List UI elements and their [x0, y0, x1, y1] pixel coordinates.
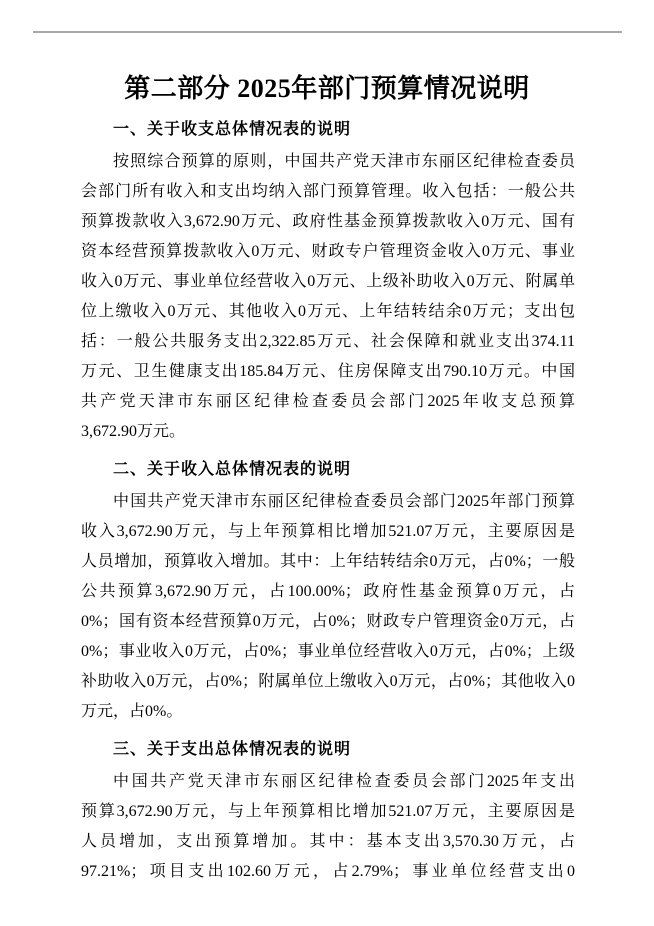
text-line: 资本经营预算拨款收入0万元、财政专户管理资金收入0万元、事业: [81, 243, 575, 260]
text-line: 收入3,672.90万元，与上年预算相比增加521.07万元，主要原因是: [81, 523, 575, 540]
text-line: 中国共产党天津市东丽区纪律检查委员会部门2025年部门预算: [113, 493, 575, 510]
text-line: 公共预算3,672.90万元，占100.00%；政府性基金预算0万元，占: [81, 583, 575, 600]
document-body: [81, 116, 575, 887]
text-line: 人员增加，支出预算增加。其中：基本支出3,570.30万元，占: [81, 833, 575, 850]
text-line: 0%；国有资本经营预算0万元，占0%；财政专户管理资金0万元，占: [81, 613, 575, 630]
section-heading-expense-overview: 三、关于支出总体情况表的说明: [113, 741, 352, 758]
text-line: 中国共产党天津市东丽区纪律检查委员会部门2025年支出: [113, 773, 575, 790]
text-line: 括：一般公共服务支出2,322.85万元、社会保障和就业支出374.11: [81, 333, 575, 350]
text-line: 3,672.90万元。: [81, 423, 186, 440]
text-line: 0%；事业收入0万元，占0%；事业单位经营收入0万元，占0%；上级: [81, 643, 575, 660]
text-line: 预算拨款收入3,672.90万元、政府性基金预算拨款收入0万元、国有: [81, 213, 575, 230]
text-line: 位上缴收入0万元、其他收入0万元、上年结转结余0万元；支出包: [81, 303, 575, 320]
header-divider-rule: [33, 31, 622, 33]
text-line: 人员增加，预算收入增加。其中：上年结转结余0万元，占0%；一般: [81, 553, 575, 570]
text-line: 会部门所有收入和支出均纳入部门预算管理。收入包括：一般公共: [81, 183, 575, 200]
text-line: 按照综合预算的原则，中国共产党天津市东丽区纪律检查委员: [113, 153, 575, 170]
section-heading-income-expense-overview: 一、关于收支总体情况表的说明: [113, 121, 352, 138]
paragraph-expense-overview: [81, 767, 575, 887]
text-line: 收入0万元、事业单位经营收入0万元、上级补助收入0万元、附属单: [81, 273, 575, 290]
section-heading-income-overview: 二、关于收入总体情况表的说明: [113, 461, 352, 478]
text-line: 97.21%；项目支出102.60万元，占2.79%；事业单位经营支出0: [81, 863, 575, 880]
text-line: 万元、卫生健康支出185.84万元、住房保障支出790.10万元。中国: [81, 363, 575, 380]
text-line: 万元，占0%。: [81, 703, 183, 720]
text-line: 预算3,672.90万元，与上年预算相比增加521.07万元，主要原因是: [81, 803, 575, 820]
paragraph-income-overview: [81, 487, 575, 727]
text-line: 补助收入0万元，占0%；附属单位上缴收入0万元，占0%；其他收入0: [81, 673, 575, 690]
document-title: 第二部分 2025年部门预算情况说明: [124, 74, 530, 103]
text-line: 共产党天津市东丽区纪律检查委员会部门2025年收支总预算: [81, 393, 575, 410]
paragraph-income-expense-overview: [81, 147, 575, 447]
